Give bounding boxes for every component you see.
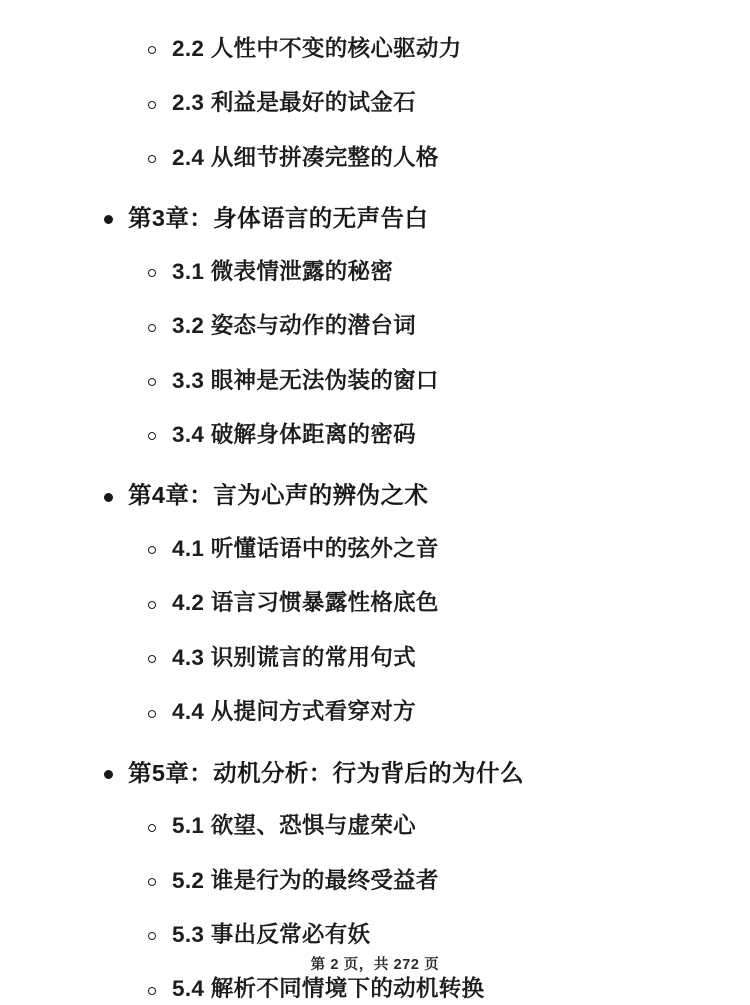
toc-spacer (60, 342, 690, 366)
hollow-bullet-icon (148, 546, 156, 554)
hollow-bullet-icon (148, 269, 156, 277)
toc-item-label: 4.1 听懂话语中的弦外之音 (172, 536, 439, 562)
hollow-bullet-icon (148, 46, 156, 54)
toc-chapter-item[interactable] (60, 480, 690, 512)
toc-spacer (60, 619, 690, 643)
toc-spacer (60, 119, 690, 143)
toc-item-label: 3.2 姿态与动作的潜台词 (172, 313, 416, 339)
toc-section-item[interactable] (60, 34, 690, 64)
hollow-bullet-icon (148, 432, 156, 440)
toc-section-item[interactable] (60, 920, 690, 950)
toc-section-item[interactable] (60, 974, 690, 1004)
toc-item-label: 5.2 谁是行为的最终受益者 (172, 867, 439, 893)
toc-section-item[interactable] (60, 366, 690, 396)
toc-item-label: 第5章：动机分析：行为背后的为什么 (128, 759, 524, 786)
hollow-bullet-icon (148, 987, 156, 995)
toc-item-label: 4.3 识别谎言的常用句式 (172, 644, 416, 670)
toc-item-label: 5.4 解析不同情境下的动机转换 (172, 976, 485, 1002)
toc-spacer (60, 512, 690, 534)
filled-bullet-icon (104, 770, 113, 779)
toc-spacer (60, 64, 690, 88)
hollow-bullet-icon (148, 101, 156, 109)
toc-spacer (60, 287, 690, 311)
hollow-bullet-icon (148, 378, 156, 386)
hollow-bullet-icon (148, 601, 156, 609)
hollow-bullet-icon (148, 932, 156, 940)
hollow-bullet-icon (148, 655, 156, 663)
toc-item-label: 3.3 眼神是无法伪装的窗口 (172, 367, 439, 393)
toc-spacer (60, 173, 690, 203)
hollow-bullet-icon (148, 878, 156, 886)
toc-chapter-item[interactable] (60, 203, 690, 235)
toc-item-label: 第4章：言为心声的辨伪之术 (128, 482, 429, 509)
toc-item-label: 2.3 利益是最好的试金石 (172, 90, 416, 116)
hollow-bullet-icon (148, 155, 156, 163)
toc-section-item[interactable] (60, 866, 690, 896)
page-footer: 第 2 页，共 272 页 (310, 957, 440, 973)
toc-item-label: 4.4 从提问方式看穿对方 (172, 699, 416, 725)
toc-item-label: 2.4 从细节拼凑完整的人格 (172, 144, 439, 170)
toc-section-item[interactable] (60, 643, 690, 673)
filled-bullet-icon (104, 215, 113, 224)
toc-item-label: 3.4 破解身体距离的密码 (172, 421, 416, 447)
table-of-contents (60, 34, 690, 1005)
toc-section-item[interactable] (60, 88, 690, 118)
filled-bullet-icon (104, 493, 113, 502)
toc-spacer (60, 396, 690, 420)
toc-item-label: 5.1 欲望、恐惧与虚荣心 (172, 813, 416, 839)
hollow-bullet-icon (148, 324, 156, 332)
toc-spacer (60, 728, 690, 758)
toc-section-item[interactable] (60, 143, 690, 173)
toc-spacer (60, 896, 690, 920)
toc-spacer (60, 450, 690, 480)
toc-item-label: 2.2 人性中不变的核心驱动力 (172, 36, 462, 61)
toc-item-label: 4.2 语言习惯暴露性格底色 (172, 590, 439, 616)
toc-spacer (60, 564, 690, 588)
toc-chapter-item[interactable] (60, 758, 690, 790)
hollow-bullet-icon (148, 710, 156, 718)
toc-section-item[interactable] (60, 811, 690, 841)
hollow-bullet-icon (148, 824, 156, 832)
toc-section-item[interactable] (60, 588, 690, 618)
toc-item-label: 5.3 事出反常必有妖 (172, 922, 371, 948)
toc-section-item[interactable] (60, 257, 690, 287)
toc-spacer (60, 842, 690, 866)
toc-item-label: 3.1 微表情泄露的秘密 (172, 258, 394, 284)
toc-section-item[interactable] (60, 420, 690, 450)
toc-spacer (60, 235, 690, 257)
toc-section-item[interactable] (60, 697, 690, 727)
toc-spacer (60, 673, 690, 697)
toc-section-item[interactable] (60, 311, 690, 341)
toc-item-label: 第3章：身体语言的无声告白 (128, 205, 429, 232)
toc-section-item[interactable] (60, 534, 690, 564)
toc-spacer (60, 789, 690, 811)
